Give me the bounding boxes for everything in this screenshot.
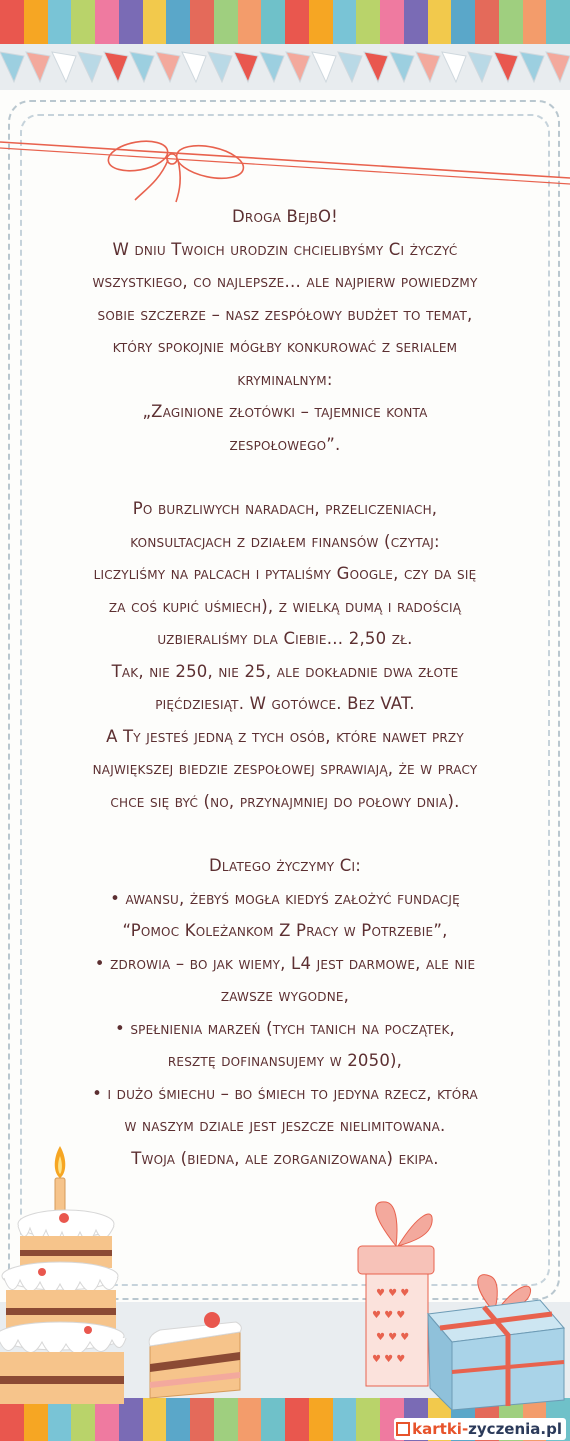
candle-icon xyxy=(55,1146,66,1214)
bunting-flag xyxy=(156,52,180,82)
stripe xyxy=(380,0,404,44)
stripe xyxy=(261,0,285,44)
stripe xyxy=(428,0,452,44)
kartki-zyczenia-watermark[interactable] xyxy=(394,1418,566,1440)
wishes-intro: Dlatego życzymy Ci: xyxy=(208,856,362,875)
stripe xyxy=(475,0,499,44)
stripe xyxy=(546,0,570,44)
stripe xyxy=(356,1398,380,1441)
stripe xyxy=(261,1398,285,1441)
bunting-flag xyxy=(130,52,154,82)
birthday-cake-icon xyxy=(0,1140,150,1410)
bunting-flag xyxy=(208,52,232,82)
greeting-message xyxy=(34,201,536,1175)
stripe xyxy=(356,0,380,44)
bunting-flag xyxy=(520,52,544,82)
svg-text:♥ ♥ ♥: ♥ ♥ ♥ xyxy=(372,1354,406,1365)
stripe xyxy=(95,0,119,44)
stripe xyxy=(333,0,357,44)
svg-text:♥ ♥ ♥: ♥ ♥ ♥ xyxy=(376,1332,410,1343)
bunting-flag xyxy=(182,52,206,82)
bunting-flag xyxy=(234,52,258,82)
stripe xyxy=(285,0,309,44)
stripe xyxy=(451,0,475,44)
bunting-flag xyxy=(546,52,570,82)
bunting-flag xyxy=(338,52,362,82)
stripe xyxy=(523,0,547,44)
bunting-flag xyxy=(52,52,76,82)
bunting-flag xyxy=(416,52,440,82)
bunting-flag xyxy=(468,52,492,82)
watermark-text-part1: kartki- xyxy=(412,1420,469,1438)
stripe xyxy=(166,0,190,44)
gift-blue-icon xyxy=(424,1270,570,1410)
bow-ribbon-icon xyxy=(0,120,570,210)
stripe xyxy=(309,0,333,44)
stripe xyxy=(48,0,72,44)
bunting-flag xyxy=(0,52,24,82)
paragraph-budget: W dniu Twoich urodzin chcielibyśmy Ci życzyć wszystkiego, co najlepsze… ale najpierw powiedzmy sobie szczerze – nasz zespółowy budżet to temat, który spokojnie mógłby konkurować z serialem kryminalnym: „Zaginione złotówki – tajemnice konta zespołowego”. xyxy=(92,239,478,454)
stripe xyxy=(285,1398,309,1441)
stripe xyxy=(214,0,238,44)
stripe xyxy=(499,0,523,44)
stripe xyxy=(404,0,428,44)
svg-text:♥ ♥ ♥: ♥ ♥ ♥ xyxy=(372,1310,406,1321)
paragraph-collection: Po burzliwych naradach, przeliczeniach, konsultacjach z działem finansów (czytaj: liczyliśmy na palcach i pytaliśmy Google, czy da się za coś kupić uśmiech), z wielką dumą i radością uzbieraliśmy dla Ciebie… 2,50 zł. Tak, nie 250, nie 25, ale dokładnie dwa złote pięćdziesiąt. W gotówce. Bez VAT. A Ty jesteś jedną z tych osób, które nawet przy największej biedzie zespołowej sprawiają, że w pracy chce się być (no, przynajmniej do połowy dnia). xyxy=(92,499,478,811)
bunting-flag xyxy=(312,52,336,82)
top-stripe-border xyxy=(0,0,570,44)
wishes-list: • awansu, żebyś mogła kiedyś założyć fundację “Pomoc Koleżankom Z Pracy w Potrzebie”, • zdrowia – bo jak wiemy, L4 jest darmowe, ale nie zawsze wygodne, • spełnienia marzeń (tych tanich na początek, resztę dofinansujemy w 2050), • i dużo śmiechu – bo śmiech to jedyna rzecz, która w naszym dziale jest jeszcze nielimitowana. Twoja (biedna, ale zorganizowana) ekipa. xyxy=(92,888,478,1168)
bunting-flag xyxy=(78,52,102,82)
stripe xyxy=(71,0,95,44)
stripe xyxy=(333,1398,357,1441)
stripe xyxy=(190,0,214,44)
bunting-flag xyxy=(390,52,414,82)
watermark-text-part2: zyczenia.pl xyxy=(468,1420,562,1438)
bunting-garland xyxy=(0,48,570,90)
stripe xyxy=(309,1398,333,1441)
bunting-flag xyxy=(286,52,310,82)
bunting-flag xyxy=(442,52,466,82)
bunting-flag xyxy=(364,52,388,82)
bunting-flag xyxy=(26,52,50,82)
cake-slice-icon xyxy=(140,1306,250,1406)
stripe xyxy=(119,0,143,44)
bunting-flag xyxy=(260,52,284,82)
bunting-flag xyxy=(104,52,128,82)
stripe xyxy=(24,0,48,44)
bunting-flag xyxy=(494,52,518,82)
kartki-logo-icon xyxy=(396,1422,410,1436)
greeting-line: Droga BejbO! xyxy=(232,207,338,226)
stripe xyxy=(0,0,24,44)
stripe xyxy=(238,0,262,44)
stripe xyxy=(143,0,167,44)
svg-text:♥ ♥ ♥: ♥ ♥ ♥ xyxy=(376,1288,410,1299)
